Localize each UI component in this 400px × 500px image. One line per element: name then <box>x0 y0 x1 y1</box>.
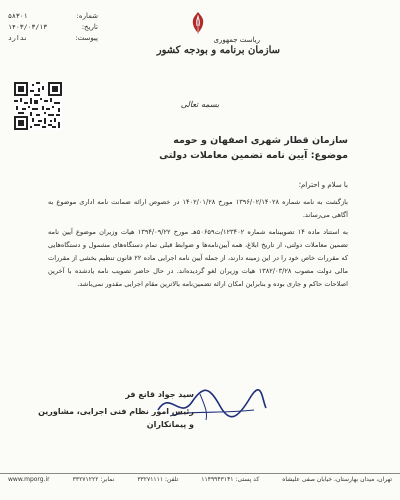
body-paragraph-2: به استناد ماده ۱۴ تصویبنامه شماره ۱۲۳۴۰۲/ت۵۰۶۵۹هـ مورخ ۱۳۹۴/۰۹/۲۲ هیات وزیران موضوع آیین نامه تضمین معاملات دولتی، از تاریخ ابلاغ، همه آیین‌نامه‌ها و ضوابط قبلی تمام دستگاه‌های مشمول و دستگاه‌هایی که مقررات خاص خود را در این زمینه دارند، از جمله آیین نامه اجرایی ماده ۲۲ قانون تنظیم بخشی از مقررات مالی دولت مصوب ۱۳۸۲/۰۳/۲۸ هیات وزیران لغو گردیده‌اند. در حال حاضر تصویب نامه یادشده با آخرین اصلاحات حاکم و جاری بوده و بنابراین امکان ارائه تضمین‌نامه بالاترین مقام اجرایی مقدور نمی‌باشد. <box>48 228 349 288</box>
footer-postal: کد پستی: ۱۱۴۹۹۴۳۱۴۱ <box>201 476 260 483</box>
letter-date: ۱۴۰۳/۰۳/۱۳ <box>8 22 48 31</box>
letter-meta <box>8 10 98 43</box>
letter-number: ۵۸۳۰۱ <box>8 11 28 20</box>
letter-attachment-label: پیوست: <box>75 33 98 42</box>
letter-number-label: شماره: <box>76 11 98 20</box>
org-name: سازمان برنامه و بودجه کشور <box>156 45 280 56</box>
footer-fax: نمابر: ۳۳۲۷۱۲۲۲ <box>72 476 115 483</box>
bismillah-heading: بسمه تعالی <box>180 100 220 109</box>
letter-date-label: تاریخ: <box>81 22 98 31</box>
signatory-title-cont: و پیمانکاران <box>146 420 194 429</box>
letter-body <box>48 196 348 291</box>
addressee: سازمان قطار شهری اصفهان و حومه <box>173 135 348 146</box>
signatory-title: رئیس امور نظام فنی اجرایی، مشاورین <box>38 407 194 416</box>
letter-attachment: ندارد <box>8 33 28 42</box>
subject-line: موضوع: آیین نامه تضمین معاملات دولتی <box>159 150 348 161</box>
salutation: با سلام و احترام؛ <box>298 181 348 189</box>
iran-emblem-icon <box>186 10 210 36</box>
body-paragraph-1: بازگشت به نامه شماره ۱۳۹۶/۰۲/۱۴۰۲۸ مورخ ۱۴۰۲/۰۱/۲۸ در خصوص ارائه ضمانت نامه اداری موضوع به آگاهی می‌رساند. <box>48 198 348 219</box>
letter-footer <box>0 476 400 483</box>
footer-web: www.mporg.ir <box>8 476 50 483</box>
signatory-name: سید جواد قانع فر <box>125 390 194 399</box>
meta-date-row <box>8 21 98 32</box>
meta-number-row <box>8 10 98 21</box>
org-subtitle: ریاست جمهوری <box>213 36 260 44</box>
meta-attachment-row <box>8 32 98 43</box>
footer-divider <box>0 473 400 474</box>
footer-address: تهران، میدان بهارستان، خیابان صفی علیشاه <box>282 476 392 483</box>
footer-phone: تلفن: ۳۳۲۷۱۱۱۱ <box>137 476 179 483</box>
